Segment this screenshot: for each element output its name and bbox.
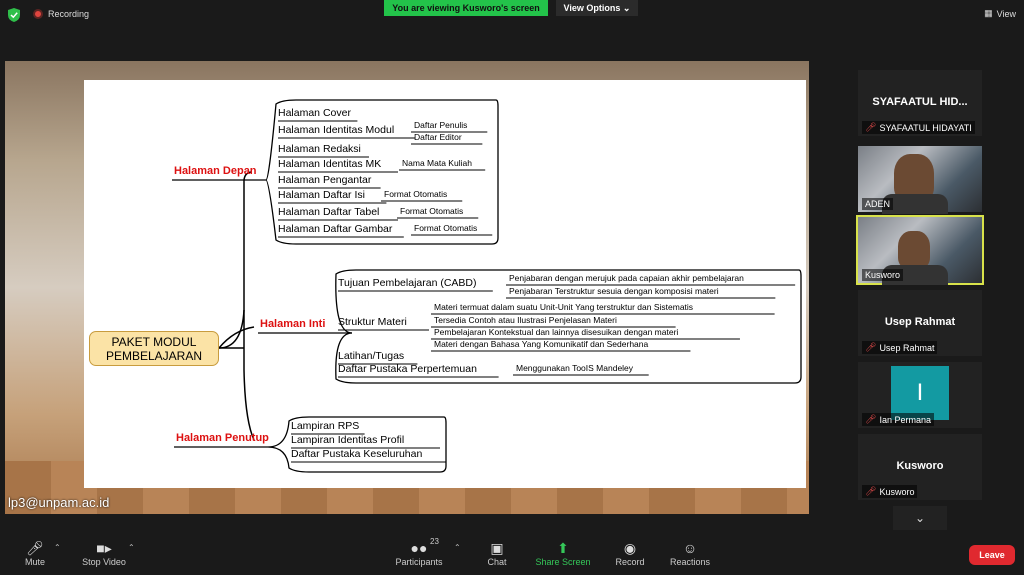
chat-label: Chat — [487, 557, 507, 567]
participants-label: Participants — [395, 557, 443, 567]
mindmap-category: Halaman Inti — [260, 318, 326, 330]
mindmap-subitem: Format Otomatis — [400, 206, 464, 216]
participant-name: Usep Rahmat — [879, 342, 935, 353]
top-bar — [0, 0, 1024, 32]
participant-big-name: Usep Rahmat — [884, 316, 956, 328]
stop-video-label: Stop Video — [82, 557, 126, 567]
mindmap-item: Halaman Redaksi — [278, 143, 361, 155]
mindmap-subitem: Pembelajaran Kontekstual dan lainnya disesuikan dengan materi — [434, 327, 679, 337]
mindmap-central-node — [89, 331, 219, 366]
participant-video-tile[interactable] — [858, 146, 982, 212]
view-options-label: View Options — [563, 3, 621, 13]
mindmap-branch-curve — [219, 172, 252, 348]
view-label: View — [996, 8, 1016, 19]
central-line-2: PEMBELAJARAN — [105, 349, 203, 363]
participant-big-name: Kusworo — [896, 460, 944, 472]
central-line-1: PAKET MODUL — [111, 335, 197, 349]
leave-button[interactable]: Leave — [969, 545, 1015, 565]
mindmap-subitem: Tersedia Contoh atau Ilustrasi Penjelasan Materi — [434, 315, 617, 325]
mindmap-item: Halaman Daftar Gambar — [278, 223, 393, 235]
mindmap-item: Halaman Daftar Tabel — [278, 206, 380, 218]
participants-count: 23 — [430, 537, 439, 546]
chevron-down-icon: ⌄ — [914, 511, 926, 525]
mindmap-item: Halaman Pengantar — [278, 174, 372, 186]
scroll-down-button[interactable] — [893, 506, 947, 530]
chat-bubble-icon: ▣ — [490, 540, 504, 556]
mindmap-subitem: Menggunakan TooIS Mandeley — [516, 363, 634, 373]
participant-name: Ian Permana — [879, 414, 931, 425]
avatar: I — [891, 366, 949, 420]
chat-button[interactable] — [482, 539, 512, 567]
mindmap-subitem: Format Otomatis — [384, 189, 448, 199]
microphone-icon: 🎤︎ — [26, 540, 44, 556]
mute-label: Mute — [24, 557, 45, 567]
mindmap-item: Daftar Pustaka Keseluruhan — [291, 448, 423, 460]
grid-icon: ▦ — [984, 8, 993, 18]
reactions-label: Reactions — [669, 557, 711, 567]
mindmap-subitem: Penjabaran Terstruktur sesuia dengan komposisi materi — [509, 286, 719, 296]
participant-name: Kusworo — [865, 270, 901, 280]
participant-face — [898, 231, 930, 269]
record-button[interactable] — [612, 539, 648, 567]
active-speaker-tile[interactable] — [858, 217, 982, 283]
mindmap-item: Latihan/Tugas — [338, 350, 405, 362]
participant-tile[interactable] — [858, 362, 982, 428]
mindmap-item: Daftar Pustaka Perpertemuan — [338, 363, 477, 375]
stop-video-button[interactable] — [78, 539, 130, 567]
mindmap-subitem: Daftar Editor — [414, 132, 462, 142]
smiley-icon: ☺ — [682, 540, 698, 556]
reactions-button[interactable] — [668, 539, 712, 567]
participant-name: SYAFAATUL HIDAYATI — [879, 122, 972, 133]
mindmap-item: Tujuan Pembelajaran (CABD) — [338, 277, 477, 289]
participant-tile[interactable] — [858, 434, 982, 500]
mic-off-icon: 🎤︎ — [865, 342, 877, 352]
view-button[interactable] — [984, 8, 1016, 19]
mindmap-category: Halaman Depan — [174, 165, 257, 177]
viewing-screen-banner: You are viewing Kusworo's screen — [384, 0, 548, 16]
shared-screen — [5, 61, 809, 514]
record-icon: ◉ — [623, 540, 637, 556]
participant-big-name: SYAFAATUL HID... — [872, 96, 968, 108]
mindmap-item: Lampiran RPS — [291, 420, 360, 432]
mindmap-item: Struktur Materi — [338, 316, 407, 328]
video-options-caret[interactable]: ⌃ — [128, 543, 135, 552]
participant-name: Kusworo — [879, 486, 915, 497]
meeting-toolbar — [0, 533, 1024, 575]
mindmap-item: Halaman Identitas Modul — [278, 124, 395, 136]
mindmap-slide — [84, 80, 806, 488]
participants-button[interactable] — [392, 539, 446, 567]
mindmap-subitem: Materi termuat dalam suatu Unit-Unit Yang terstruktur dan Sistematis — [434, 302, 694, 312]
participant-tile[interactable] — [858, 290, 982, 356]
shield-icon[interactable] — [8, 8, 20, 22]
video-camera-icon: ■▸ — [96, 540, 112, 556]
mindmap-item: Lampiran Identitas Profil — [291, 434, 405, 446]
mic-off-icon: 🎤︎ — [865, 486, 877, 496]
mindmap-item: Halaman Cover — [278, 107, 351, 119]
people-icon: ●● — [410, 540, 428, 556]
mindmap-subitem: Penjabaran dengan merujuk pada capaian akhir pembelajaran — [509, 273, 744, 283]
mute-button[interactable] — [20, 539, 50, 567]
email-watermark: lp3@unpam.ac.id — [8, 495, 110, 510]
mindmap-category: Halaman Penutup — [176, 432, 269, 444]
mindmap-subitem: Daftar Penulis — [414, 120, 468, 130]
mindmap-subitem: Nama Mata Kuliah — [402, 158, 472, 168]
chevron-down-icon: ⌄ — [622, 3, 631, 13]
participant-tile[interactable] — [858, 70, 982, 136]
mindmap-item: Halaman Identitas MK — [278, 158, 382, 170]
participants-options-caret[interactable]: ⌃ — [454, 543, 461, 552]
share-screen-icon: ⬆ — [557, 540, 569, 556]
share-screen-label: Share Screen — [535, 557, 591, 567]
participant-name: ADEN — [865, 199, 891, 209]
recording-label: Recording — [48, 9, 90, 19]
share-screen-button[interactable] — [533, 539, 593, 567]
record-label: Record — [615, 557, 645, 567]
record-dot-icon — [33, 9, 43, 19]
mic-off-icon: 🎤︎ — [865, 122, 877, 132]
mindmap-item: Halaman Daftar Isi — [278, 189, 365, 201]
mute-options-caret[interactable]: ⌃ — [54, 543, 61, 552]
mindmap-subitem: Materi dengan Bahasa Yang Komunikatif dan Sederhana — [434, 339, 649, 349]
mic-off-icon: 🎤︎ — [865, 414, 877, 424]
view-options-button[interactable] — [556, 0, 638, 16]
mindmap-subitem: Format Otomatis — [414, 223, 478, 233]
recording-indicator[interactable] — [33, 9, 89, 19]
